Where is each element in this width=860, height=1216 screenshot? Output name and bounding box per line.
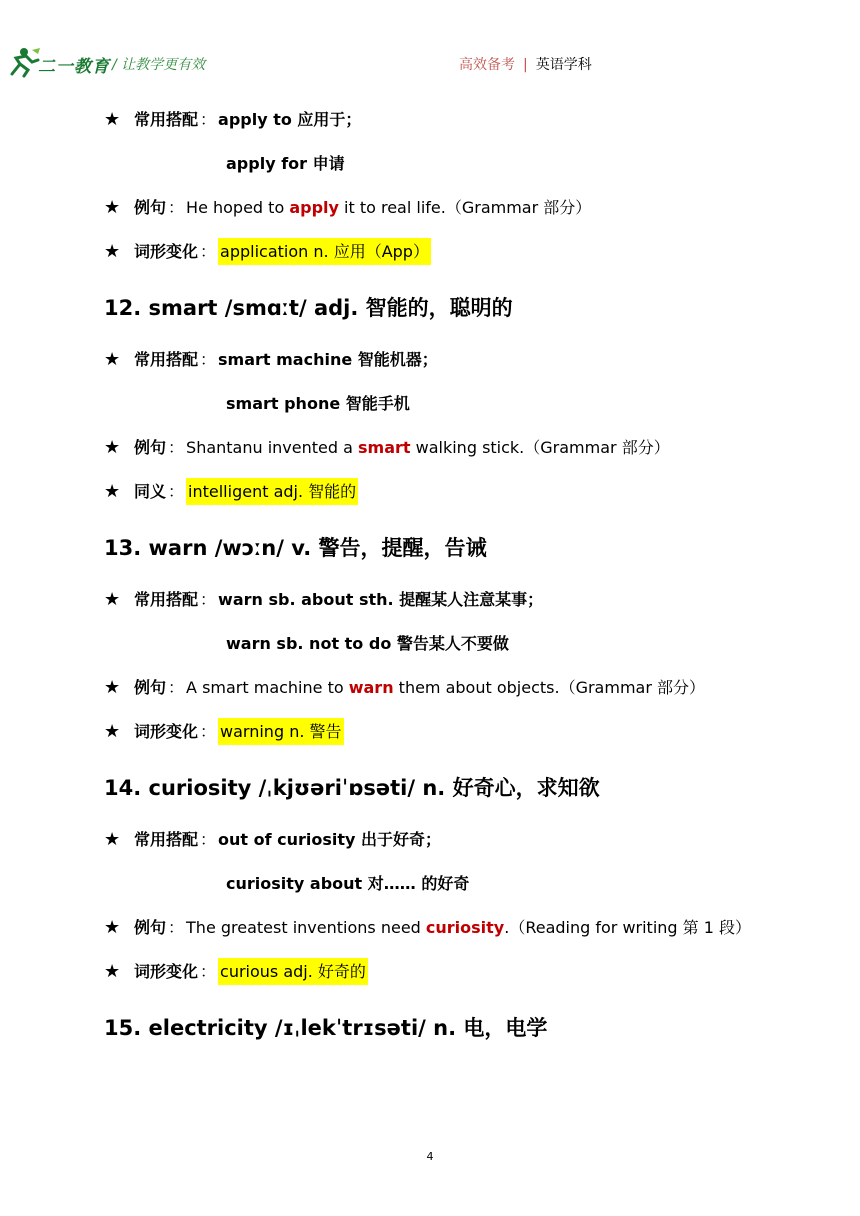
example-label: 例句: [134, 198, 167, 217]
example-label: 例句: [134, 678, 167, 697]
highlighted-text: intelligent adj. 智能的: [186, 478, 358, 505]
colon: ：: [168, 918, 185, 937]
star-icon: ★: [104, 241, 121, 262]
collocation-continuation: [104, 628, 824, 672]
example-row: [104, 192, 824, 236]
star-icon: ★: [104, 829, 121, 850]
example-row: [104, 672, 824, 716]
star-icon: ★: [104, 589, 121, 610]
star-icon: ★: [104, 437, 121, 458]
collocation-text: apply to 应用于；: [218, 110, 362, 129]
collocation-text: apply for 申请: [226, 154, 345, 173]
example-row: [104, 432, 824, 476]
highlighted-text: curious adj. 好奇的: [218, 958, 368, 985]
colon: ：: [200, 590, 217, 609]
collocation-continuation: [104, 868, 824, 912]
header-subject: 英语学科: [535, 57, 592, 73]
collocation-text: warn sb. not to do 警告某人不要做: [226, 634, 509, 653]
star-icon: ★: [104, 677, 121, 698]
collocation-row: [104, 344, 824, 388]
logo-text: 二一教育: [38, 57, 110, 77]
word-heading: 12. smart /smɑːt/ adj. 智能的，聪明的: [104, 296, 513, 320]
collocation-continuation: [104, 388, 824, 432]
star-icon: ★: [104, 917, 121, 938]
page-header: [0, 40, 860, 84]
example-text-post: it to real life.（Grammar 部分）: [338, 198, 592, 217]
star-icon: ★: [104, 961, 121, 982]
synonym-label: 同义: [134, 482, 167, 501]
collocation-label: 常用搭配: [134, 110, 199, 129]
collocation-text: smart machine 智能机器；: [218, 350, 438, 369]
star-icon: ★: [104, 481, 121, 502]
example-keyword: smart: [358, 438, 411, 457]
example-text-post: .（Reading for writing 第 1 段）: [504, 918, 752, 937]
collocation-text: out of curiosity 出于好奇；: [218, 830, 442, 849]
collocation-row: [104, 584, 824, 628]
example-label: 例句: [134, 438, 167, 457]
word-heading: 14. curiosity /ˌkjʊəriˈɒsəti/ n. 好奇心，求知欲: [104, 776, 600, 800]
colon: ：: [168, 482, 185, 501]
collocation-label: 常用搭配: [134, 830, 199, 849]
colon: ：: [200, 830, 217, 849]
collocation-row: [104, 104, 824, 148]
example-label: 例句: [134, 918, 167, 937]
word-form-label: 词形变化: [134, 242, 199, 261]
word-form-row: [104, 716, 824, 760]
example-text-pre: The greatest inventions need: [186, 918, 426, 937]
example-text-post: walking stick.（Grammar 部分）: [410, 438, 670, 457]
word-heading: 15. electricity /ɪˌlekˈtrɪsəti/ n. 电，电学: [104, 1016, 548, 1040]
word-form-row: [104, 236, 824, 280]
colon: ：: [200, 350, 217, 369]
collocation-label: 常用搭配: [134, 350, 199, 369]
collocation-text: curiosity about 对…… 的好奇: [226, 874, 470, 893]
example-text-pre: Shantanu invented a: [186, 438, 359, 457]
highlighted-text: application n. 应用（App）: [218, 238, 431, 265]
word-form-label: 词形变化: [134, 962, 199, 981]
example-text-pre: A smart machine to: [186, 678, 349, 697]
header-right: [459, 54, 592, 74]
example-keyword: curiosity: [425, 918, 505, 937]
collocation-row: [104, 824, 824, 868]
colon: ：: [168, 678, 185, 697]
example-text-post: them about objects.（Grammar 部分）: [393, 678, 705, 697]
example-keyword: apply: [289, 198, 339, 217]
collocation-text: warn sb. about sth. 提醒某人注意某事；: [218, 590, 544, 609]
word-heading: 13. warn /wɔːn/ v. 警告，提醒，告诫: [104, 536, 487, 560]
header-slogan: / 让教学更有效: [112, 57, 206, 73]
colon: ：: [200, 242, 217, 261]
word-form-row: [104, 956, 824, 1000]
colon: ：: [200, 962, 217, 981]
synonym-row: [104, 476, 824, 520]
header-exam-label: 高效备考: [459, 57, 515, 73]
collocation-continuation: [104, 148, 824, 192]
star-icon: ★: [104, 721, 121, 742]
collocation-label: 常用搭配: [134, 590, 199, 609]
colon: ：: [200, 722, 217, 741]
colon: ：: [200, 110, 217, 129]
word-form-label: 词形变化: [134, 722, 199, 741]
page-number: 4: [426, 1150, 434, 1163]
highlighted-text: warning n. 警告: [218, 718, 343, 745]
star-icon: ★: [104, 197, 121, 218]
example-row: [104, 912, 824, 956]
vocab-content: [104, 104, 824, 1064]
example-text-pre: He hoped to: [186, 198, 290, 217]
star-icon: ★: [104, 109, 121, 130]
colon: ：: [168, 438, 185, 457]
example-keyword: warn: [348, 678, 394, 697]
collocation-text: smart phone 智能手机: [226, 394, 410, 413]
colon: ：: [168, 198, 185, 217]
star-icon: ★: [104, 349, 121, 370]
header-separator: |: [523, 57, 528, 73]
